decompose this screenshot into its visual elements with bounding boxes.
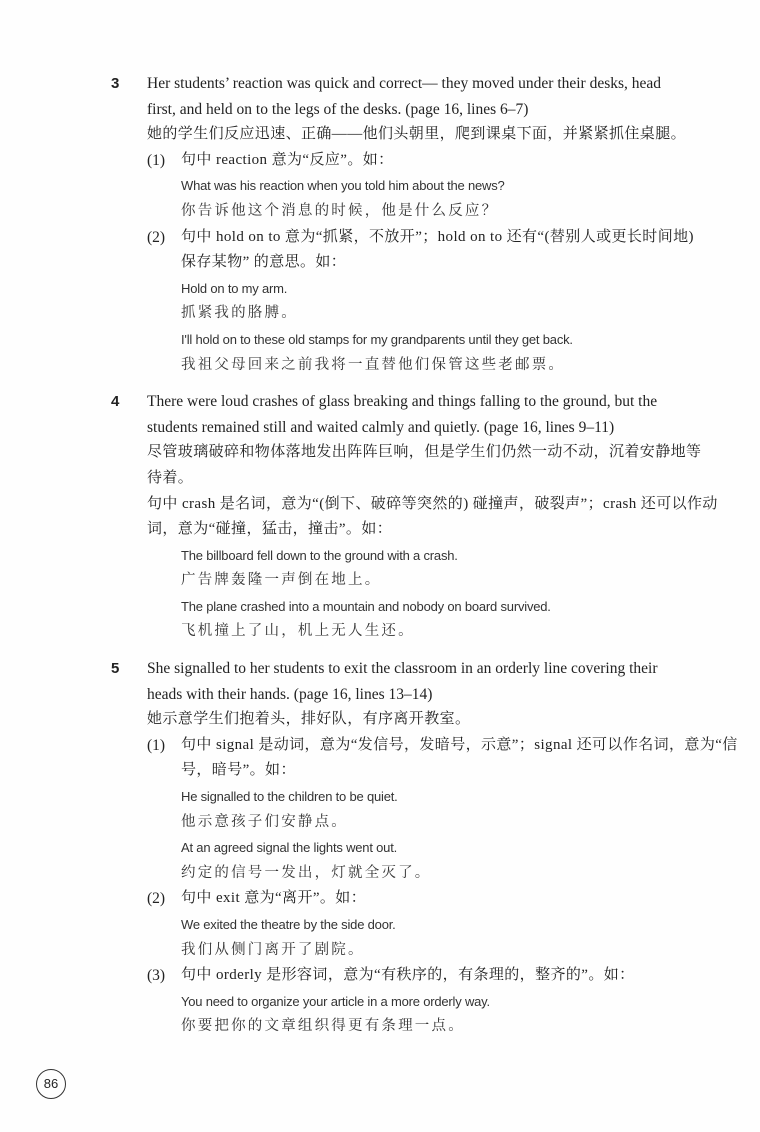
explanation: 保存某物” 的意思。如： (181, 254, 347, 271)
explanation: 句中 reaction 意为“反应”。如： (181, 151, 394, 168)
explanation: 号，暗号”。如： (181, 762, 296, 779)
english-sentence: Her students’ reaction was quick and correct— they moved under their desks, head (147, 75, 662, 92)
sub-note (0, 148, 760, 225)
example-sentence: I'll hold on to these old stamps for my grandparents until they get back. (181, 331, 573, 347)
sub-note (0, 225, 760, 379)
item-number: 4 (111, 393, 120, 411)
example-translation: 抓紧我的胳膊。 (181, 305, 298, 322)
example-translation: 飞机撞上了山，机上无人生还。 (181, 623, 415, 640)
examples (0, 543, 760, 645)
note-item-3 (0, 71, 760, 378)
example-sentence: You need to organize your article in a more orderly way. (181, 993, 490, 1009)
item-number: 5 (111, 660, 120, 678)
explanation: 句中 hold on to 意为“抓紧，不放开”；hold on to 还有“(替别人或更长时间地) (181, 228, 694, 245)
english-sentence: She signalled to her students to exit the classroom in an orderly line covering their (147, 660, 658, 678)
english-sentence: heads with their hands. (page 16, lines 13–14) (147, 685, 433, 703)
example-sentence: We exited the theatre by the side door. (181, 917, 396, 932)
sub-note (0, 963, 760, 1040)
example-translation: 广告牌轰隆一声倒在地上。 (181, 572, 382, 589)
note-item-4 (0, 389, 760, 645)
explanation: 词，意为“碰撞，猛击，撞击”。如： (147, 521, 393, 538)
explanation: 句中 crash 是名词，意为“(倒下、破碎等突然的) 碰撞声，破裂声”；crash 还可以作动 (147, 495, 718, 512)
example-sentence: Hold on to my arm. (181, 280, 288, 296)
example-sentence: At an agreed signal the lights went out. (181, 840, 398, 856)
page-content (0, 71, 760, 1051)
sub-note (0, 886, 760, 963)
sub-note-label: (3) (147, 967, 166, 985)
example-sentence: He signalled to the children to be quiet. (181, 789, 398, 805)
sub-note-label: (1) (147, 736, 166, 754)
example-sentence: The plane crashed into a mountain and nobody on board survived. (181, 598, 551, 614)
english-sentence: first, and held on to the legs of the desks. (page 16, lines 6–7) (147, 100, 529, 118)
sub-note-label: (2) (147, 890, 166, 908)
example-translation: 约定的信号一发出，灯就全灭了。 (181, 864, 432, 881)
example-sentence: The billboard fell down to the ground with a crash. (181, 547, 458, 563)
example-translation: 我们从侧门离开了剧院。 (181, 941, 365, 958)
note-item-5 (0, 656, 760, 1040)
example-translation: 我祖父母回来之前我将一直替他们保管这些老邮票。 (181, 356, 566, 373)
explanation: 句中 orderly 是形容词，意为“有秩序的，有条理的，整齐的”。如： (181, 967, 635, 984)
example-translation: 你告诉他这个消息的时候，他是什么反应？ (181, 202, 499, 219)
example-translation: 他示意孩子们安静点。 (181, 813, 348, 830)
item-number: 3 (111, 75, 120, 92)
example-sentence: What was his reaction when you told him about the news? (181, 178, 505, 194)
page-number: 86 (36, 1069, 66, 1099)
chinese-translation: 她的学生们反应迅速、正确——他们头朝里，爬到课桌下面，并紧紧抓住桌腿。 (147, 126, 687, 143)
sub-note-label: (1) (147, 151, 166, 169)
example-translation: 你要把你的文章组织得更有条理一点。 (181, 1018, 465, 1035)
chinese-translation: 她示意学生们抱着头，排好队，有序离开教室。 (147, 711, 471, 728)
chinese-translation: 尽管玻璃破碎和物体落地发出阵阵巨响，但是学生们仍然一动不动，沉着安静地等 (147, 444, 702, 461)
sub-note (0, 733, 760, 887)
english-sentence: There were loud crashes of glass breaking and things falling to the ground, but the (147, 393, 658, 411)
sub-note-label: (2) (147, 228, 166, 246)
explanation: 句中 exit 意为“离开”。如： (181, 890, 367, 907)
english-sentence: students remained still and waited calmly and quietly. (page 16, lines 9–11) (147, 418, 615, 436)
explanation: 句中 signal 是动词，意为“发信号，发暗号，示意”；signal 还可以作名词，意为“信 (181, 736, 738, 753)
chinese-translation: 待着。 (147, 469, 194, 486)
